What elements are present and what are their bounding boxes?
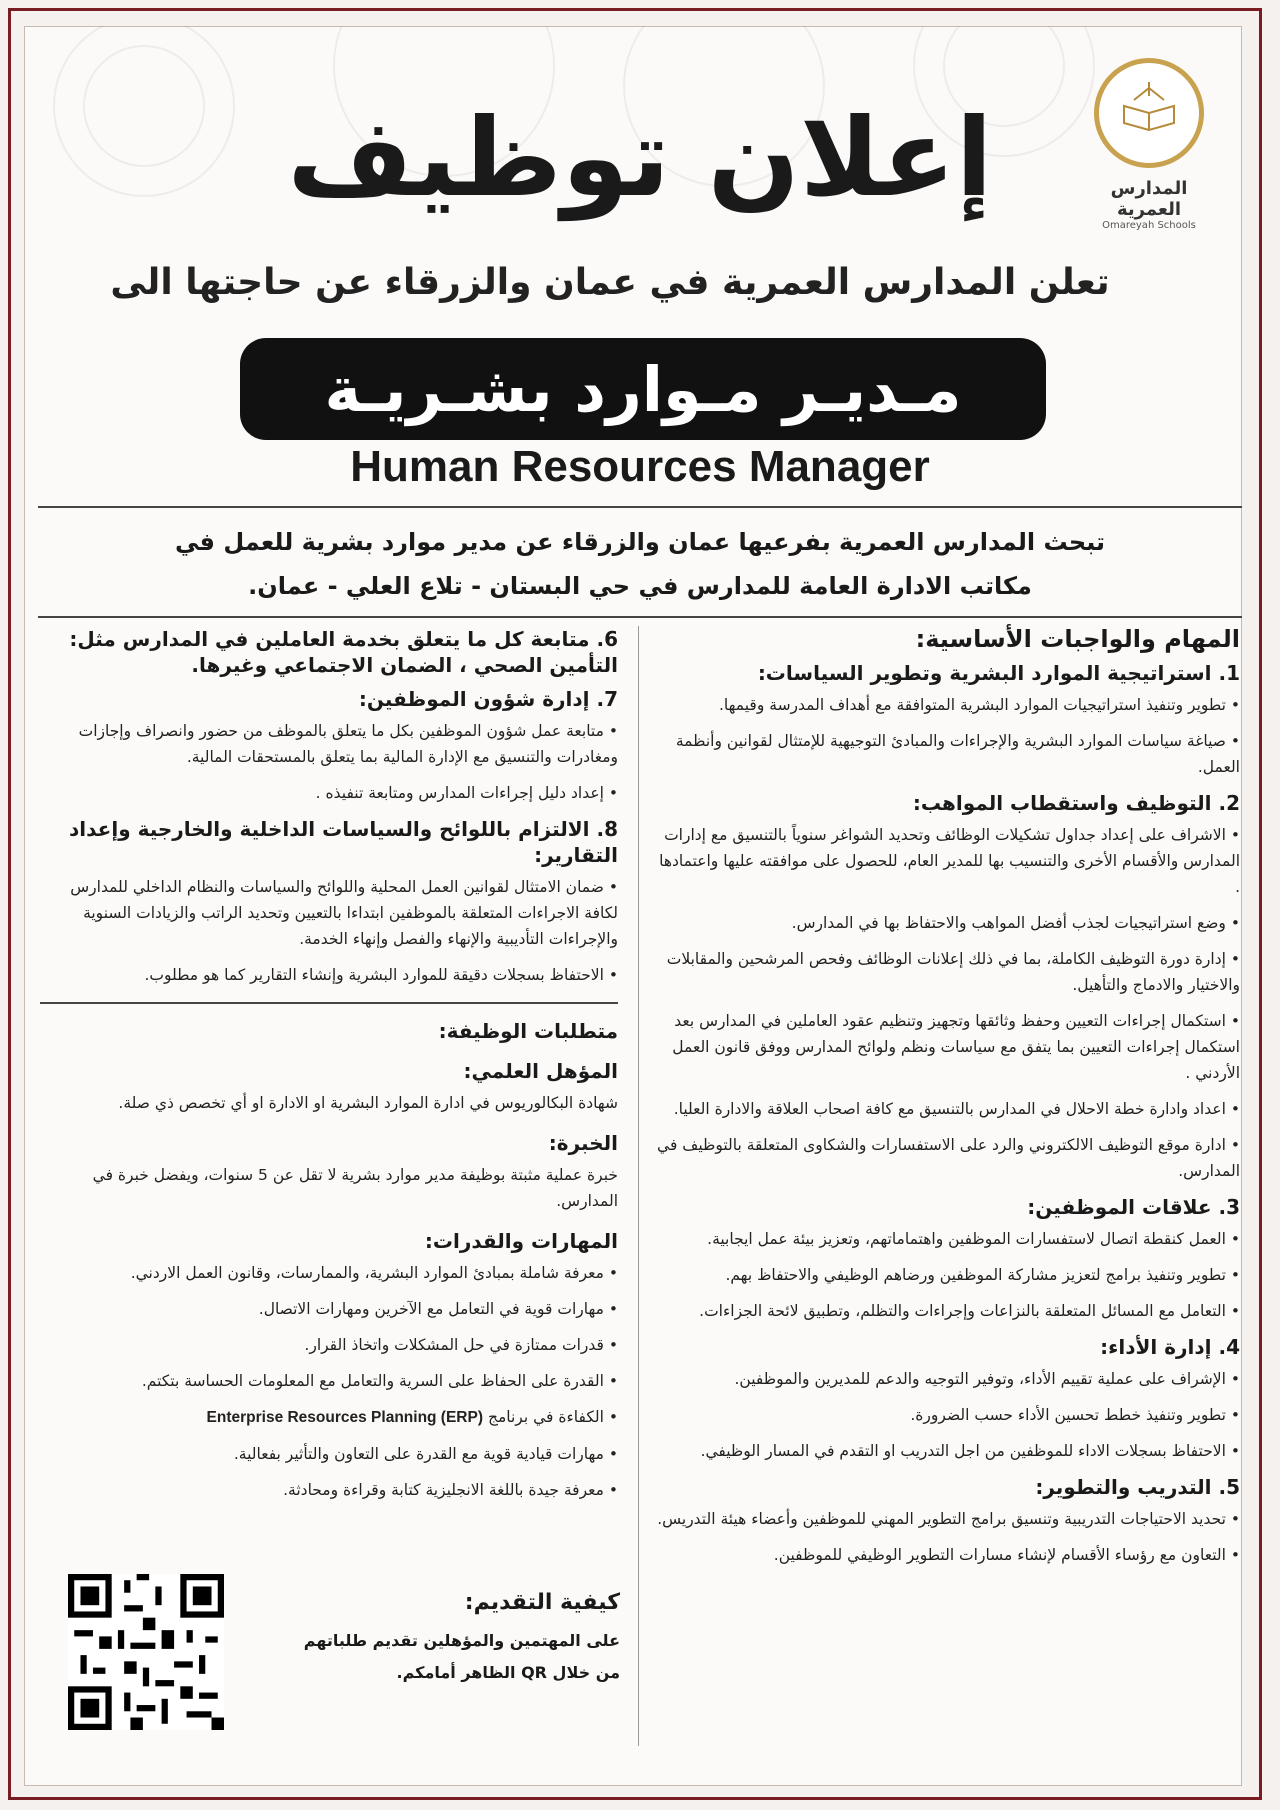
list-item: • إعداد دليل إجراءات المدارس ومتابعة تنفيذه .: [40, 780, 618, 806]
qualification-title: المؤهل العلمي:: [463, 1059, 618, 1083]
section-6-title: 6. متابعة كل ما يتعلق بخدمة العاملين في المدارس مثل: التأمين الصحي ، الضمان الاجتماعي وغيرها.: [69, 627, 618, 677]
divider-mid: [38, 616, 1242, 618]
left-column: [40, 626, 618, 1513]
apply-section: [260, 1590, 620, 1689]
requirements-heading: متطلبات الوظيفة:: [438, 1019, 618, 1043]
apply-line-2: من خلال QR الظاهر أمامكم.: [396, 1663, 620, 1682]
list-item: • ادارة موقع التوظيف الالكتروني والرد على الاستفسارات والشكاوى المتعلقة بالتوظيف في المدارس.: [650, 1132, 1240, 1184]
intro-line-2: مكاتب الادارة العامة للمدارس في حي البستان - تلاع العلي - عمان.: [248, 572, 1032, 600]
experience-text: خبرة عملية مثبتة بوظيفة مدير موارد بشرية لا تقل عن 5 سنوات، ويفضل خبرة في المدارس.: [92, 1166, 618, 1210]
list-item: • متابعة عمل شؤون الموظفين بكل ما يتعلق بالموظف من حضور وانصراف وإجازات ومغادرات والتنسيق مع الإدارة المالية بما يتعلق بالمستحقات المالية.: [40, 718, 618, 770]
list-item: • الإشراف على عملية تقييم الأداء، وتوفير التوجيه والدعم للمديرين والموظفين.: [650, 1366, 1240, 1392]
section-2-title: 2. التوظيف واستقطاب المواهب:: [912, 791, 1240, 815]
qr-code[interactable]: [68, 1574, 224, 1730]
list-item: • الاحتفاظ بسجلات الاداء للموظفين من اجل التدريب او التقدم في المسار الوظيفي.: [650, 1438, 1240, 1464]
qualification-text: شهادة البكالوريوس في ادارة الموارد البشرية او الادارة او أي تخصص ذي صلة.: [118, 1094, 618, 1112]
list-item: • تطوير وتنفيذ خطط تحسين الأداء حسب الضرورة.: [650, 1402, 1240, 1428]
section-4-title: 4. إدارة الأداء:: [1100, 1335, 1240, 1359]
subtitle: تعلن المدارس العمرية في عمان والزرقاء عن حاجتها الى: [110, 262, 1110, 303]
list-item: • إدارة دورة التوظيف الكاملة، بما في ذلك إعلانات الوظائف وفحص المرشحين والمقابلات والاختيار والادماج والتأهيل.: [650, 946, 1240, 998]
erp-item: [40, 1404, 618, 1431]
list-item: • تطوير وتنفيذ برامج لتعزيز مشاركة الموظفين ورضاهم الوظيفي والاحتفاظ بهم.: [650, 1262, 1240, 1288]
list-item: • قدرات ممتازة في حل المشكلات واتخاذ القرار.: [40, 1332, 618, 1358]
list-item: • ضمان الامتثال لقوانين العمل المحلية واللوائح والسياسات والنظام الداخلي للمدارس لكافة الاجراءات المتعلقة بالموظفين ابتداءا بالتعيين وتحديد الراتب والزيادات السنوية والإجراءات التأديبية والإنهاء والفصل وإنهاء الخدمة.: [40, 874, 618, 952]
experience-title: الخبرة:: [548, 1131, 618, 1155]
section-1-title: 1. استراتيجية الموارد البشرية وتطوير السياسات:: [757, 661, 1240, 685]
skills-title: المهارات والقدرات:: [424, 1229, 618, 1253]
section-3-title: 3. علاقات الموظفين:: [1027, 1195, 1240, 1219]
page-title: إعلان توظيف: [287, 96, 993, 221]
divider-top: [38, 506, 1242, 508]
list-item: • وضع استراتيجيات لجذب أفضل المواهب والاحتفاظ بها في المدارس.: [650, 910, 1240, 936]
list-item: • استكمال إجراءات التعيين وحفظ وثائقها وتجهيز وتنظيم عقود العاملين في المدارس بعد استكمال إجراءات التعيين بما يتفق مع سياسات ونظم ولوائح المدارس ووفق قانون العمل الأردني .: [650, 1008, 1240, 1086]
list-item: • التعاون مع رؤساء الأقسام لإنشاء مسارات التطوير الوظيفي للموظفين.: [650, 1542, 1240, 1568]
list-item: • الاحتفاظ بسجلات دقيقة للموارد البشرية وإنشاء التقارير كما هو مطلوب.: [40, 962, 618, 988]
list-item: • اعداد وادارة خطة الاحلال في المدارس بالتنسيق مع كافة اصحاب العلاقة والادارة العليا.: [650, 1096, 1240, 1122]
section-5-title: 5. التدريب والتطوير:: [1035, 1475, 1240, 1499]
section-7-title: 7. إدارة شؤون الموظفين:: [358, 687, 618, 711]
list-item: • معرفة جيدة باللغة الانجليزية كتابة وقراءة ومحادثة.: [40, 1477, 618, 1503]
logo-name-ar: المدارس العمرية: [1110, 178, 1188, 220]
list-item: • تحديد الاحتياجات التدريبية وتنسيق برامج التطوير المهني للموظفين وأعضاء هيئة التدريس.: [650, 1506, 1240, 1532]
intro-text: [60, 520, 1220, 608]
list-item: • التعامل مع المسائل المتعلقة بالنزاعات وإجراءات والتظلم، وتطبيق لائحة الجزاءات.: [650, 1298, 1240, 1324]
list-item: • العمل كنقطة اتصال لاستفسارات الموظفين واهتماماتهم، وتعزيز بيئة عمل ايجابية.: [650, 1226, 1240, 1252]
logo-name-en: Omareyah Schools: [1102, 220, 1196, 231]
list-item: • مهارات قوية في التعامل مع الآخرين ومهارات الاتصال.: [40, 1296, 618, 1322]
list-item: • معرفة شاملة بمبادئ الموارد البشرية، والممارسات، وقانون العمل الاردني.: [40, 1260, 618, 1286]
apply-line-1: على المهتمين والمؤهلين تقديم طلباتهم: [303, 1631, 620, 1650]
erp-prefix: الكفاءة في برنامج: [487, 1408, 604, 1426]
job-title-en: Human Resources Manager: [350, 442, 930, 491]
apply-heading: كيفية التقديم:: [464, 1590, 620, 1615]
erp-name: Enterprise Resources Planning (ERP): [206, 1409, 484, 1426]
list-item: • مهارات قيادية قوية مع القدرة على التعاون والتأثير بفعالية.: [40, 1441, 618, 1467]
list-item: • صياغة سياسات الموارد البشرية والإجراءات والمبادئ التوجيهية للإمتثال لقوانين وأنظمة العمل.: [650, 728, 1240, 780]
list-item: • الاشراف على إعداد جداول تشكيلات الوظائف وتحديد الشواغر سنوياً بالتنسيق مع إدارات المدارس والأقسام الأخرى والتنسيب بها للمدير العام، للحصول على موافقته عليها واعتمادها .: [650, 822, 1240, 900]
duties-column: [650, 626, 1240, 1578]
intro-line-1: تبحث المدارس العمرية بفرعيها عمان والزرقاء عن مدير موارد بشرية للعمل في: [175, 528, 1105, 556]
divider-left: [40, 1002, 618, 1004]
list-item: • القدرة على الحفاظ على السرية والتعامل مع المعلومات الحساسة بتكتم.: [40, 1368, 618, 1394]
job-title-ar: مـديـر مـوارد بشـريـة: [240, 338, 1046, 440]
column-divider: [638, 626, 639, 1746]
section-8-title: 8. الالتزام باللوائح والسياسات الداخلية والخارجية وإعداد التقارير:: [69, 817, 618, 867]
list-item: • تطوير وتنفيذ استراتيجيات الموارد البشرية المتوافقة مع أهداف المدرسة وقيمها.: [650, 692, 1240, 718]
duties-heading: المهام والواجبات الأساسية:: [915, 625, 1240, 653]
